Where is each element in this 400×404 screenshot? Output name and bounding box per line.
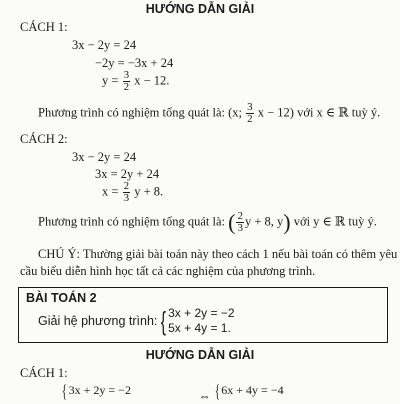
left-paren-icon: ( <box>228 209 236 235</box>
conclusion-prefix: Phương trình có nghiệm tổng quát là: <box>38 214 225 229</box>
section-heading-top: HƯỚNG DẪN GIẢI <box>145 2 255 16</box>
note-line-2: cầu biểu diễn hình học tất cả các nghiệm của phương trình. <box>20 264 316 278</box>
method-1-equation-3-prefix: y = <box>102 73 119 88</box>
fraction-numerator: 2 <box>237 210 243 222</box>
method-2-equation-3-suffix: y + 8. <box>134 184 164 199</box>
note-line-1: CHÚ Ý: Thường giải bài toán này theo cách 1 nếu bài toán có thêm yêu <box>38 247 398 261</box>
fraction-numerator: 3 <box>247 101 253 113</box>
method-2-equation-3-prefix: x = <box>102 184 119 199</box>
fraction-denominator: 3 <box>237 222 243 234</box>
conclusion-prefix: Phương trình có nghiệm tổng quát là: (x; <box>38 105 242 120</box>
conclusion-suffix: x − 12) với x ∈ ℝ tuỳ ý. <box>257 105 381 120</box>
method-1-equation-2: −2y = −3x + 24 <box>95 56 174 70</box>
left-brace-icon: { <box>61 381 67 401</box>
fraction-denominator: 2 <box>123 81 130 93</box>
method-1b-label: CÁCH 1: <box>20 366 68 380</box>
problem-2-statement <box>38 306 235 336</box>
fraction-denominator: 2 <box>247 113 253 125</box>
method-1-equation-3 <box>102 70 169 93</box>
fraction-denominator: 3 <box>123 192 130 204</box>
fraction <box>123 181 131 204</box>
left-brace-icon: { <box>161 306 167 336</box>
method-2-equation-1: 3x − 2y = 24 <box>72 150 137 164</box>
fraction <box>246 102 254 125</box>
method-2-label: CÁCH 2: <box>20 132 68 146</box>
equation-system <box>168 306 234 336</box>
system-equation-2: 5x + 4y = 1. <box>168 321 231 335</box>
method-1b-systems <box>60 383 284 404</box>
method-1-equation-1: 3x − 2y = 24 <box>72 38 137 52</box>
equivalence-arrow-icon: ⇔ <box>198 389 211 403</box>
method-1b-system-right: 6x + 4y = −4 <box>221 383 284 397</box>
method-1-label: CÁCH 1: <box>20 20 68 34</box>
method-1-equation-3-suffix: x − 12. <box>134 73 170 88</box>
method-1-conclusion <box>38 102 380 125</box>
method-1b-system-left: 3x + 2y = −2 <box>68 383 131 397</box>
problem-2-prompt: Giải hệ phương trình: <box>38 314 158 328</box>
section-heading-bottom: HƯỚNG DẪN GIẢI <box>145 348 255 362</box>
left-brace-icon: { <box>214 381 220 401</box>
fraction <box>236 211 244 234</box>
right-paren-icon: ) <box>283 209 291 235</box>
system-equation-1: 3x + 2y = −2 <box>168 306 235 320</box>
conclusion-suffix: với y ∈ ℝ tuỳ ý. <box>293 214 377 229</box>
problem-2-title: BÀI TOÁN 2 <box>26 291 97 305</box>
method-2-conclusion <box>38 211 377 234</box>
method-2-equation-2: 3x = 2y + 24 <box>95 167 160 181</box>
method-2-equation-3 <box>102 181 163 204</box>
conclusion-inner: y + 8, y <box>244 214 284 229</box>
fraction-numerator: 3 <box>123 69 130 81</box>
fraction <box>123 70 131 93</box>
fraction-numerator: 2 <box>123 180 130 192</box>
